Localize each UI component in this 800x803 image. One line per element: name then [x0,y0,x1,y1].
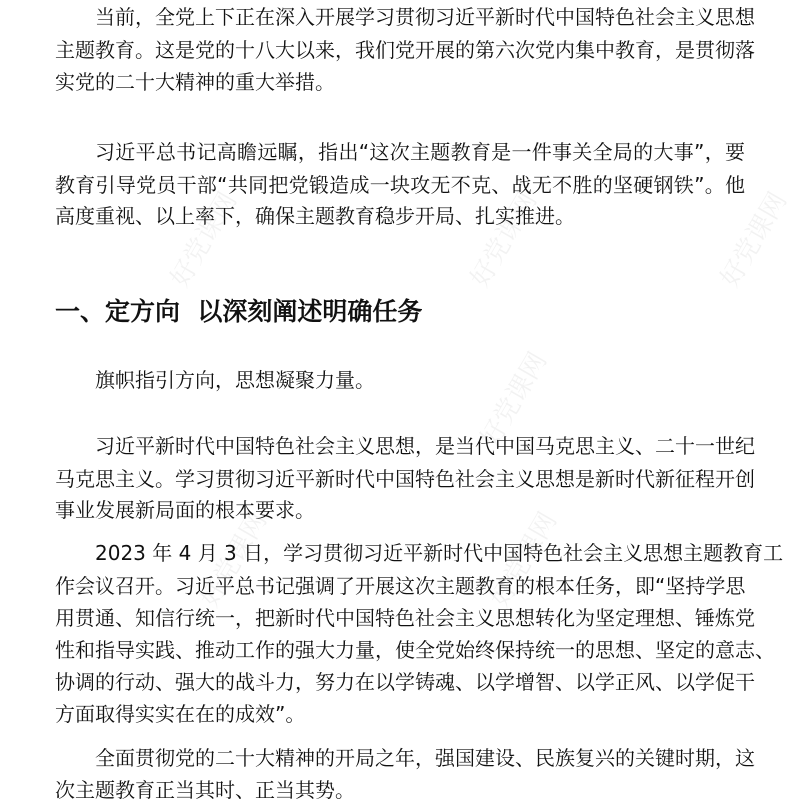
watermark-text: 好党课网 [485,507,564,613]
paragraph-line: 事业发展新局面的根本要求。 [55,498,315,522]
watermark-text: 好党课网 [715,187,794,293]
paragraph-line: 方面取得实实在在的成效”。 [55,702,306,726]
paragraph-line: 用贯通、知信行统一，把新时代中国特色社会主义思想转化为坚定理想、锤炼党 [55,606,755,630]
paragraph-line: 旗帜指引方向，思想凝聚力量。 [95,368,375,392]
watermark-text: 好党课网 [165,187,244,293]
paragraph-line: 马克思主义。学习贯彻习近平新时代中国特色社会主义思想是新时代新征程开创 [55,467,755,491]
paragraph-line: 协调的行动、强大的战斗力，努力在以学铸魂、以学增智、以学正风、以学促干 [55,670,755,694]
paragraph-line: 全面贯彻党的二十大精神的开局之年，强国建设、民族复兴的关键时期，这 [95,746,755,770]
paragraph-line: 2023 年 4 月 3 日，学习贯彻习近平新时代中国特色社会主义思想主题教育工 [95,541,784,565]
watermark-text: 好党课网 [195,507,274,613]
paragraph-line: 当前，全党上下正在深入开展学习贯彻习近平新时代中国特色社会主义思想 [95,5,755,29]
watermark-text: 好党课网 [465,187,544,293]
paragraph-line: 主题教育。这是党的十八大以来，我们党开展的第六次党内集中教育，是贯彻落 [55,38,755,62]
paragraph-line: 高度重视、以上率下，确保主题教育稳步开局、扎实推进。 [55,204,575,228]
watermark-text: 好党课网 [475,347,554,453]
paragraph-line: 实党的二十大精神的重大举措。 [55,70,335,94]
paragraph-line: 教育引导党员干部“共同把党锻造成一块攻无不克、战无不胜的坚硬钢铁”。他 [55,173,745,197]
paragraph-line: 作会议召开。习近平总书记强调了开展这次主题教育的根本任务，即“坚持学思 [55,574,746,598]
paragraph-line: 次主题教育正当其时、正当其势。 [55,778,355,802]
paragraph-line: 习近平新时代中国特色社会主义思想，是当代中国马克思主义、二十一世纪 [95,434,755,458]
section-heading: 一、定方向 以深刻阐述明确任务 [55,297,423,326]
paragraph-line: 习近平总书记高瞻远瞩，指出“这次主题教育是一件事关全局的大事”，要 [95,140,745,164]
paragraph-line: 性和指导实践、推动工作的强大力量，使全党始终保持统一的思想、坚定的意志、 [55,638,775,662]
